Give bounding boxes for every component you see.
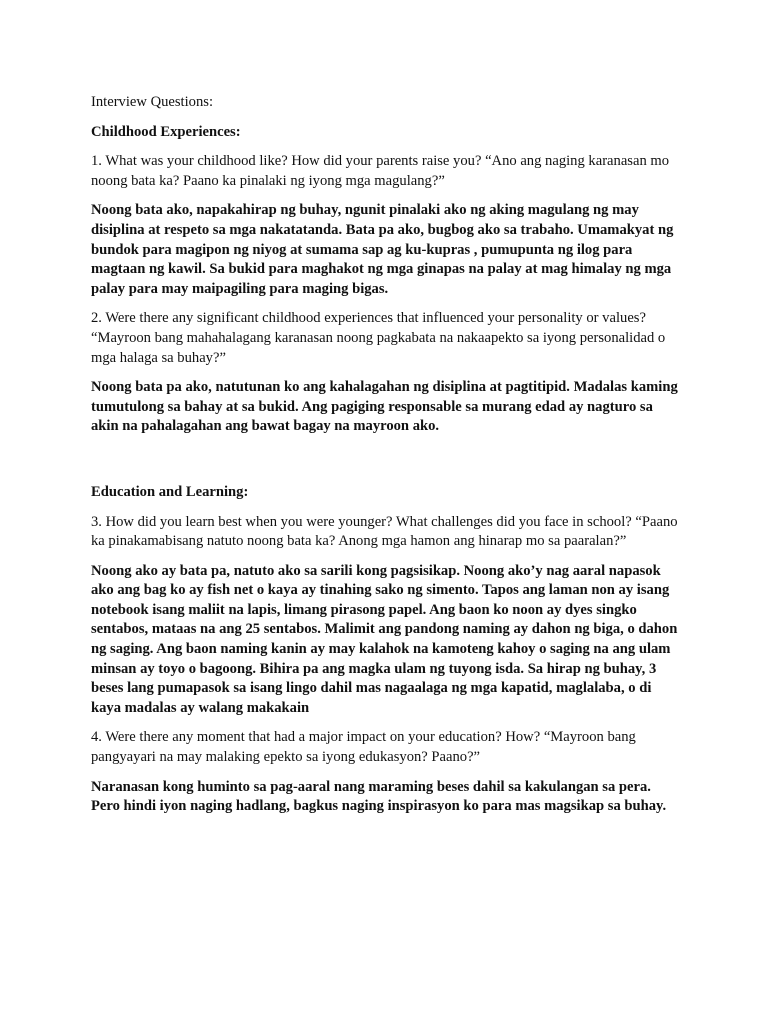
document-body: [91, 93, 681, 827]
section-heading-education: Education and Learning:: [91, 483, 249, 500]
question-2: 2. Were there any significant childhood experiences that influenced your personality or values? “Mayroon bang mahahalagang karanasan noong pagkabata na nakaapekto sa iyong personalidad o mga halaga sa buhay?”: [91, 310, 666, 366]
answer-4: Naranasan kong huminto sa pag-aaral nang maraming beses dahil sa kakulangan sa pera. Pero hindi iyon naging hadlang, bagkus naging inspirasyon ko para mas magsikap sa buhay.: [91, 778, 667, 815]
question-3: 3. How did you learn best when you were younger? What challenges did you face in school? “Paano ka pinakamabisang natuto noong bata ka? Anong mga hamon ang hinarap mo sa paaralan?”: [91, 513, 678, 550]
question-1: 1. What was your childhood like? How did your parents raise you? “Ano ang naging karanasan mo noong bata ka? Paano ka pinalaki ng iyong mga magulang?”: [91, 153, 670, 189]
question-4: 4. Were there any moment that had a major impact on your education? How? “Mayroon bang pangyayari na may malaking epekto sa iyong edukasyon? Paano?”: [91, 729, 636, 766]
section-spacer: [91, 447, 681, 483]
answer-1: Noong bata ako, napakahirap ng buhay, ngunit pinalaki ako ng aking magulang ng may disiplina at respeto sa mga nakatatanda. Bata pa ako, bugbog ako sa trabaho. Umamakyat ng bundok para magipon ng niyog at sumama sap ag ku-kupras , pumupunta ng ilog para magtaan ng kawil. Sa bukid para maghakot ng mga ginapas na palay at mag himalay ng mga palay para may maipagiling para maging bigas.: [91, 202, 674, 297]
answer-3: Noong ako ay bata pa, natuto ako sa sarili kong pagsisikap. Noong ako’y nag aaral napasok ako ang bag ko ay fish net o kaya ay tinahing sako ng simento. Tapos ang laman non ay isang notebook isang maliit na lapis, limang pirasong papel. Ang baon ko noon ay dyes singko sentabos, mataas na ang 25 sentabos. Malimit ang pandong naming ay dahon ng biga, o dahon ng saging. Ang baon naming kanin ay may kalahok na kamoteng kahoy o saging na ang ulam minsan ay toyo o bagoong. Bihira pa ang magka ulam ng tuyong isda. Sa hirap ng buhay, 3 beses lang pumapasok sa isang lingo dahil mas nagaalaga ng mga kapatid, maglalaba, o di kaya madalas ay walang makakain: [91, 562, 678, 716]
answer-2: Noong bata pa ako, natutunan ko ang kahalagahan ng disiplina at pagtitipid. Madalas kaming tumutulong sa bahay at sa bukid. Ang pagiging responsable sa murang edad ay nagturo sa akin na pahalagahan ang bawat bagay na mayroon ako.: [91, 379, 678, 435]
section-heading-childhood: Childhood Experiences:: [91, 123, 241, 140]
document-title: Interview Questions:: [91, 94, 213, 110]
